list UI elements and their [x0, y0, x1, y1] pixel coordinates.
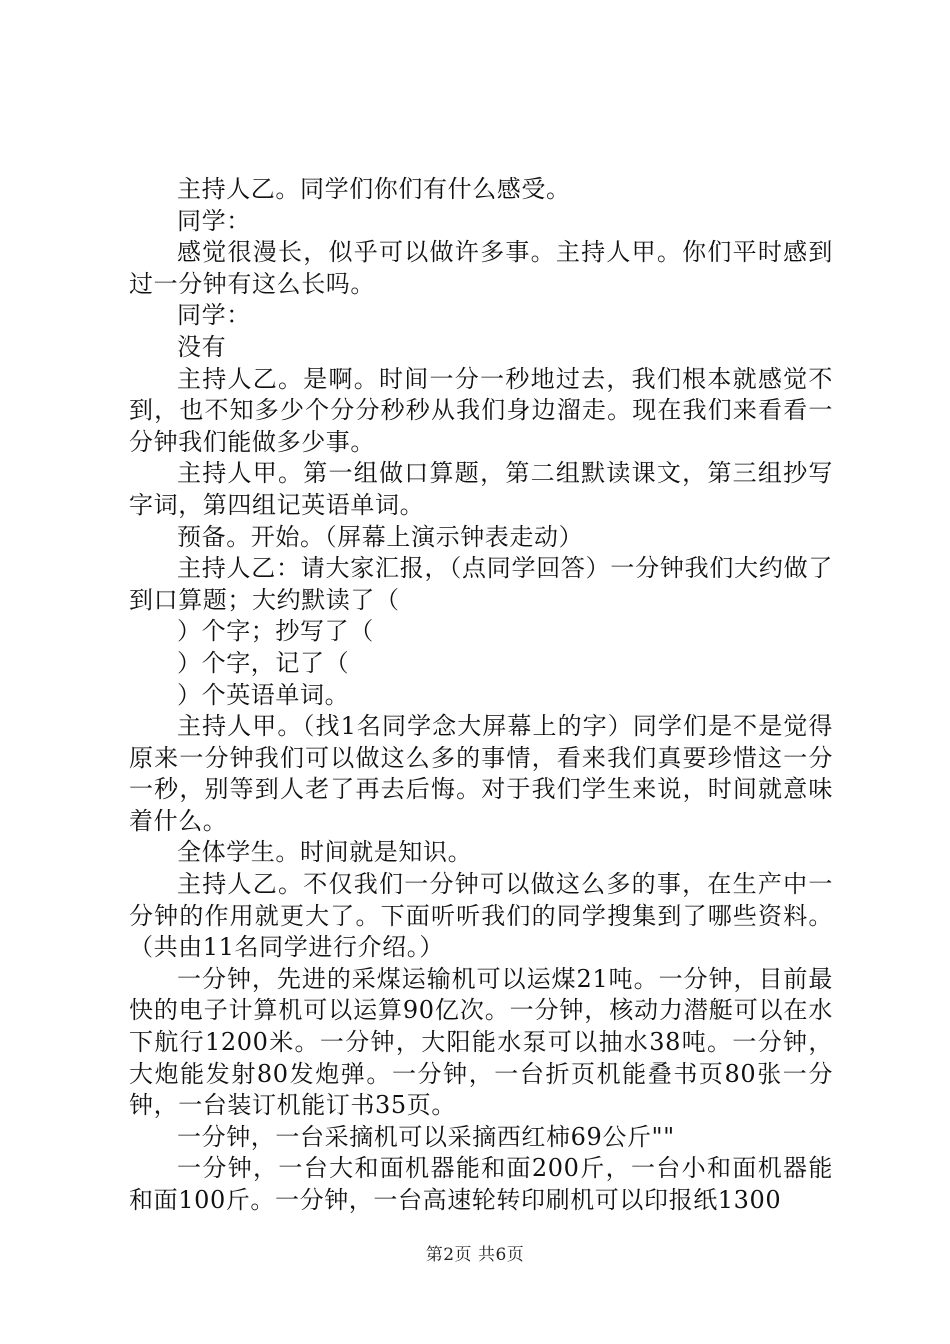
- paragraph: 全体学生。时间就是知识。: [177, 838, 473, 867]
- page-footer: 第2页 共6页: [425, 1245, 525, 1265]
- paragraph: 主持人乙。不仅我们一分钟可以做这么多的事，在生产中一分钟的作用就更大了。下面听听我们的同学搜集到了哪些资料。（共由11名同学进行介绍。）: [129, 870, 833, 962]
- paragraph: ）个字，记了（: [177, 648, 350, 677]
- paragraph: 主持人甲。（找1名同学念大屏幕上的字）同学们是不是觉得原来一分钟我们可以做这么多的事情，看来我们真要珍惜这一分一秒，别等到人老了再去后悔。对于我们学生来说，时间就意味着什么。: [129, 712, 833, 835]
- paragraph: ）个英语单词。: [177, 680, 350, 709]
- paragraph: ）个字；抄写了（: [177, 617, 374, 646]
- paragraph: 没有: [177, 332, 227, 361]
- paragraph: 一分钟，一台采摘机可以采摘西红柿69公斤"": [177, 1122, 675, 1151]
- paragraph: 预备。开始。（屏幕上演示钟表走动）: [177, 522, 584, 551]
- paragraph: 主持人甲。第一组做口算题，第二组默读课文，第三组抄写字词，第四组记英语单词。: [129, 459, 833, 519]
- paragraph: 主持人乙。是啊。时间一分一秒地过去，我们根本就感觉不到，也不知多少个分分秒秒从我们身边溜走。现在我们来看看一分钟我们能做多少事。: [129, 364, 833, 456]
- paragraph: 一分钟，先进的采煤运输机可以运煤21吨。一分钟，目前最快的电子计算机可以运算90亿次。一分钟，核动力潜艇可以在水下航行1200米。一分钟，大阳能水泵可以抽水38吨。一分钟，大炮能发射80发炮弹。一分钟，一台折页机能叠书页80张一分钟，一台装订机能订书35页。: [129, 964, 833, 1120]
- paragraph: 主持人乙。同学们你们有什么感受。: [177, 175, 571, 203]
- paragraph: 同学：: [177, 301, 251, 330]
- paragraph: 一分钟，一台大和面机器能和面200斤，一台小和面机器能和面100斤。一分钟，一台高速轮转印刷机可以印报纸1300: [129, 1154, 833, 1214]
- paragraph: 主持人乙：请大家汇报，（点同学回答）一分钟我们大约做了到口算题；大约默读了（: [129, 554, 833, 614]
- paragraph: 同学：: [177, 206, 251, 235]
- document-body: [129, 174, 833, 1217]
- paragraph: 感觉很漫长，似乎可以做许多事。主持人甲。你们平时感到过一分钟有这么长吗。: [129, 238, 833, 298]
